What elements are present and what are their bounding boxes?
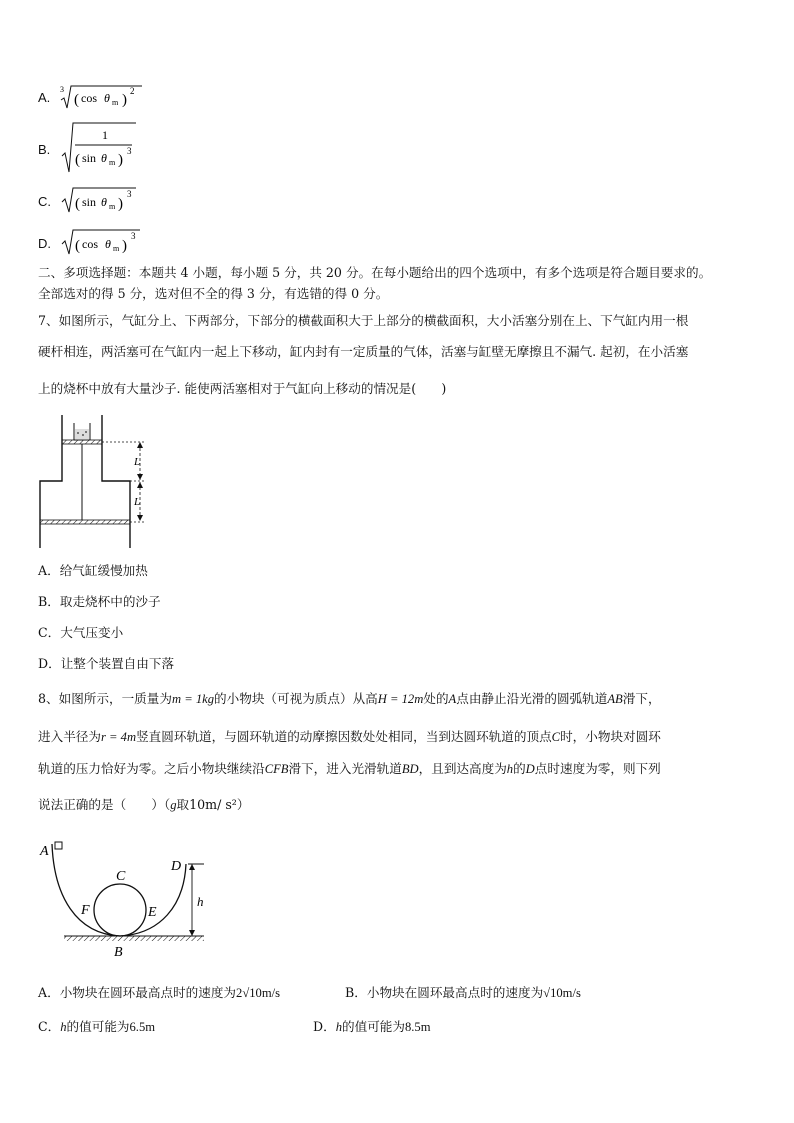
q8-option-a: A．小物块在圆环最高点时的速度为2√10m/s: [38, 985, 281, 1000]
q6-option-b-label: B.: [38, 142, 51, 157]
q6-option-c-formula: [60, 184, 144, 216]
svg-text:1: 1: [102, 128, 108, 142]
svg-text:): ): [118, 152, 123, 168]
q6-option-a-label: A.: [38, 90, 51, 105]
q7-option-b: B．取走烧杯中的沙子: [38, 594, 161, 609]
q6-option-d-formula: [60, 226, 144, 258]
svg-text:cos: cos: [82, 237, 98, 251]
q8-stem-line4: 说法正确的是（ ）（g取10m/ s²）: [38, 797, 250, 812]
svg-text:cos: cos: [81, 91, 97, 105]
q7-option-a: A．给气缸缓慢加热: [38, 563, 148, 578]
svg-text:(: (: [75, 152, 80, 168]
q8-figure-label-D: D: [171, 859, 182, 874]
q7-option-c: C．大气压变小: [38, 625, 124, 640]
q8-option-b: B．小物块在圆环最高点时的速度为√10m/s: [345, 985, 581, 1000]
q8-figure-label-B: B: [114, 945, 123, 960]
q8-figure-label-h: h: [197, 894, 204, 909]
svg-text:3: 3: [131, 231, 136, 241]
svg-text:): ): [122, 92, 127, 108]
q6-option-b-formula: [60, 120, 144, 176]
svg-text:θ: θ: [105, 237, 111, 251]
svg-text:2: 2: [130, 86, 135, 96]
q7-stem-line1: 7、如图所示，气缸分上、下两部分，下部分的横截面积大于上部分的横截面积，大小活塞分别在上、下气缸内用一根: [38, 313, 689, 328]
svg-text:3: 3: [60, 85, 64, 94]
svg-text:3: 3: [127, 189, 132, 199]
q8-stem-line2: 进入半径为r = 4m竖直圆环轨道，与圆环轨道的动摩擦因数处处相同，当到达圆环轨道的顶点C时，小物块对圆环: [38, 729, 661, 744]
q7-figure-label-L2: L: [134, 496, 141, 508]
svg-text:sin: sin: [82, 151, 97, 165]
svg-text:(: (: [75, 196, 80, 212]
q8-option-d: D．h的值可能为8.5m: [313, 1019, 431, 1034]
svg-text:sin: sin: [82, 195, 97, 209]
svg-text:): ): [118, 196, 123, 212]
q8-stem-line3: 轨道的压力恰好为零。之后小物块继续沿CFB滑下，进入光滑轨道BD，且到达高度为h的D点时速度为零，则下列: [38, 761, 661, 776]
svg-text:m: m: [109, 202, 116, 211]
svg-text:θ: θ: [101, 151, 107, 165]
svg-text:m: m: [109, 158, 116, 167]
section2-instructions-line1: 二、多项选择题：本题共 4 小题，每小题 5 分，共 20 分。在每小题给出的四个选项中，有多个选项是符合题目要求的。: [38, 265, 712, 280]
svg-text:(: (: [74, 92, 79, 108]
svg-text:): ): [122, 238, 127, 254]
q8-figure-label-F: F: [81, 903, 90, 918]
q8-figure-label-C: C: [116, 869, 126, 884]
q6-option-a-formula: [58, 80, 148, 112]
q7-stem-line3: 上的烧杯中放有大量沙子. 能使两活塞相对于气缸向上移动的情况是( ): [38, 381, 447, 396]
q7-cylinder-figure: [34, 410, 154, 552]
svg-text:m: m: [113, 244, 120, 253]
q8-track-figure: [36, 836, 210, 960]
q6-option-c-label: C.: [38, 194, 51, 209]
q7-figure-label-L1: L: [134, 456, 141, 468]
q8-figure-label-E: E: [148, 905, 157, 920]
q7-option-d: D．让整个装置自由下落: [38, 656, 175, 671]
q8-option-c: C．h的值可能为6.5m: [38, 1019, 156, 1034]
svg-text:θ: θ: [104, 91, 110, 105]
svg-text:3: 3: [127, 146, 132, 156]
q6-option-d-label: D.: [38, 236, 51, 251]
svg-text:θ: θ: [101, 195, 107, 209]
section2-instructions-line2: 全部选对的得 5 分，选对但不全的得 3 分，有选错的得 0 分。: [38, 286, 389, 301]
q8-stem-line1: 8、如图所示，一质量为m = 1kg的小物块（可视为质点）从高H = 12m处的A点由静止沿光滑的圆弧轨道AB滑下，: [38, 691, 661, 706]
svg-text:m: m: [112, 98, 119, 107]
q7-stem-line2: 硬杆相连，两活塞可在气缸内一起上下移动，缸内封有一定质量的气体，活塞与缸壁无摩擦且不漏气. 起初，在小活塞: [38, 344, 689, 359]
q8-figure-label-A: A: [40, 844, 49, 859]
svg-text:(: (: [75, 238, 80, 254]
